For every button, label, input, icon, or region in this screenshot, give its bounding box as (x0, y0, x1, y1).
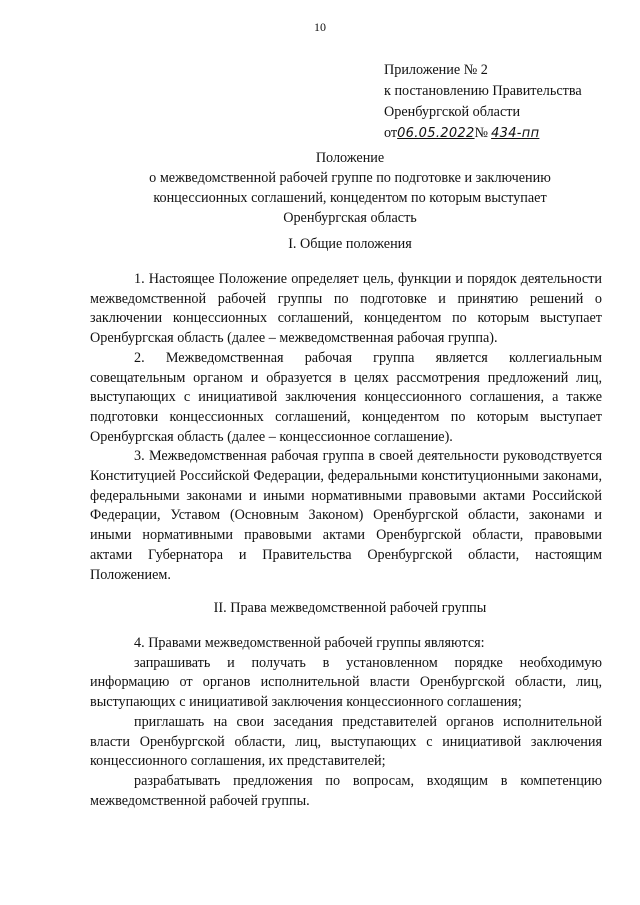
handwritten-number: 434-пп (491, 126, 540, 141)
date-prefix: от (384, 125, 398, 141)
section-1-body (90, 270, 602, 585)
paragraph-2: 2. Межведомственная рабочая группа является коллегиальным совещательным органом и образуется в целях рассмотрения предложений лиц, выступающих с инициативой заключения концессионного соглашения, а также подготовки концессионных соглашений, концедентом по которым выступает Оренбургская область (далее – концессионное соглашение). (90, 349, 602, 445)
paragraph-3: 3. Межведомственная рабочая группа в своей деятельности руководствуется Конституцией Российской Федерации, федеральными конституционными законами, федеральными законами и иными нормативными правовыми актами Российской Федерации, Уставом (Основным Законом) Оренбургской области, законами и иными нормативными правовыми актами Оренбургской области, правовыми актами Губернатора и Правительства Оренбургской области, настоящим Положением. (90, 448, 602, 583)
title-line-2: о межведомственной рабочей группе по подготовке и заключению (149, 170, 551, 186)
list-item-invite: приглашать на свои заседания представителей органов исполнительной власти Оренбургской области, лиц, выступающих с инициативой заключения концессионного соглашения, их представителей; (90, 713, 602, 770)
title-line-4: Оренбургская область (283, 210, 417, 226)
appendix-region: Оренбургской области (384, 104, 521, 120)
number-prefix: № (474, 125, 489, 141)
section-1-heading: I. Общие положения (288, 236, 412, 252)
handwritten-date: 06.05.2022 (397, 126, 475, 141)
paragraph-4: 4. Правами межведомственной рабочей группы являются: (134, 635, 485, 651)
appendix-title: Приложение № 2 (384, 62, 488, 78)
list-item-request: запрашивать и получать в установленном порядке необходимую информацию от органов исполнительной власти Оренбургской области, лиц, выступающих с инициативой заключения концессионного соглашения; (90, 654, 602, 711)
paragraph-1: 1. Настоящее Положение определяет цель, функции и порядок деятельности межведомственной рабочей группы по подготовке и принятию решений о заключении концессионных соглашений, концедентом по которым выступает Оренбургская область (далее – межведомственная рабочая группа). (90, 271, 602, 347)
list-item-proposals: разрабатывать предложения по вопросам, входящим в компетенцию межведомственной рабочей группы. (90, 772, 602, 809)
appendix-block (384, 60, 624, 144)
document-title (90, 148, 610, 228)
appendix-reference: к постановлению Правительства (384, 83, 582, 99)
section-2-body (90, 634, 602, 811)
page-number: 10 (314, 20, 326, 34)
appendix-date-line (384, 123, 624, 144)
title-line-1: Положение (315, 150, 385, 166)
section-2-heading: II. Права межведомственной рабочей группы (213, 600, 487, 616)
title-line-3: концессионных соглашений, концедентом по которым выступает (153, 190, 547, 206)
